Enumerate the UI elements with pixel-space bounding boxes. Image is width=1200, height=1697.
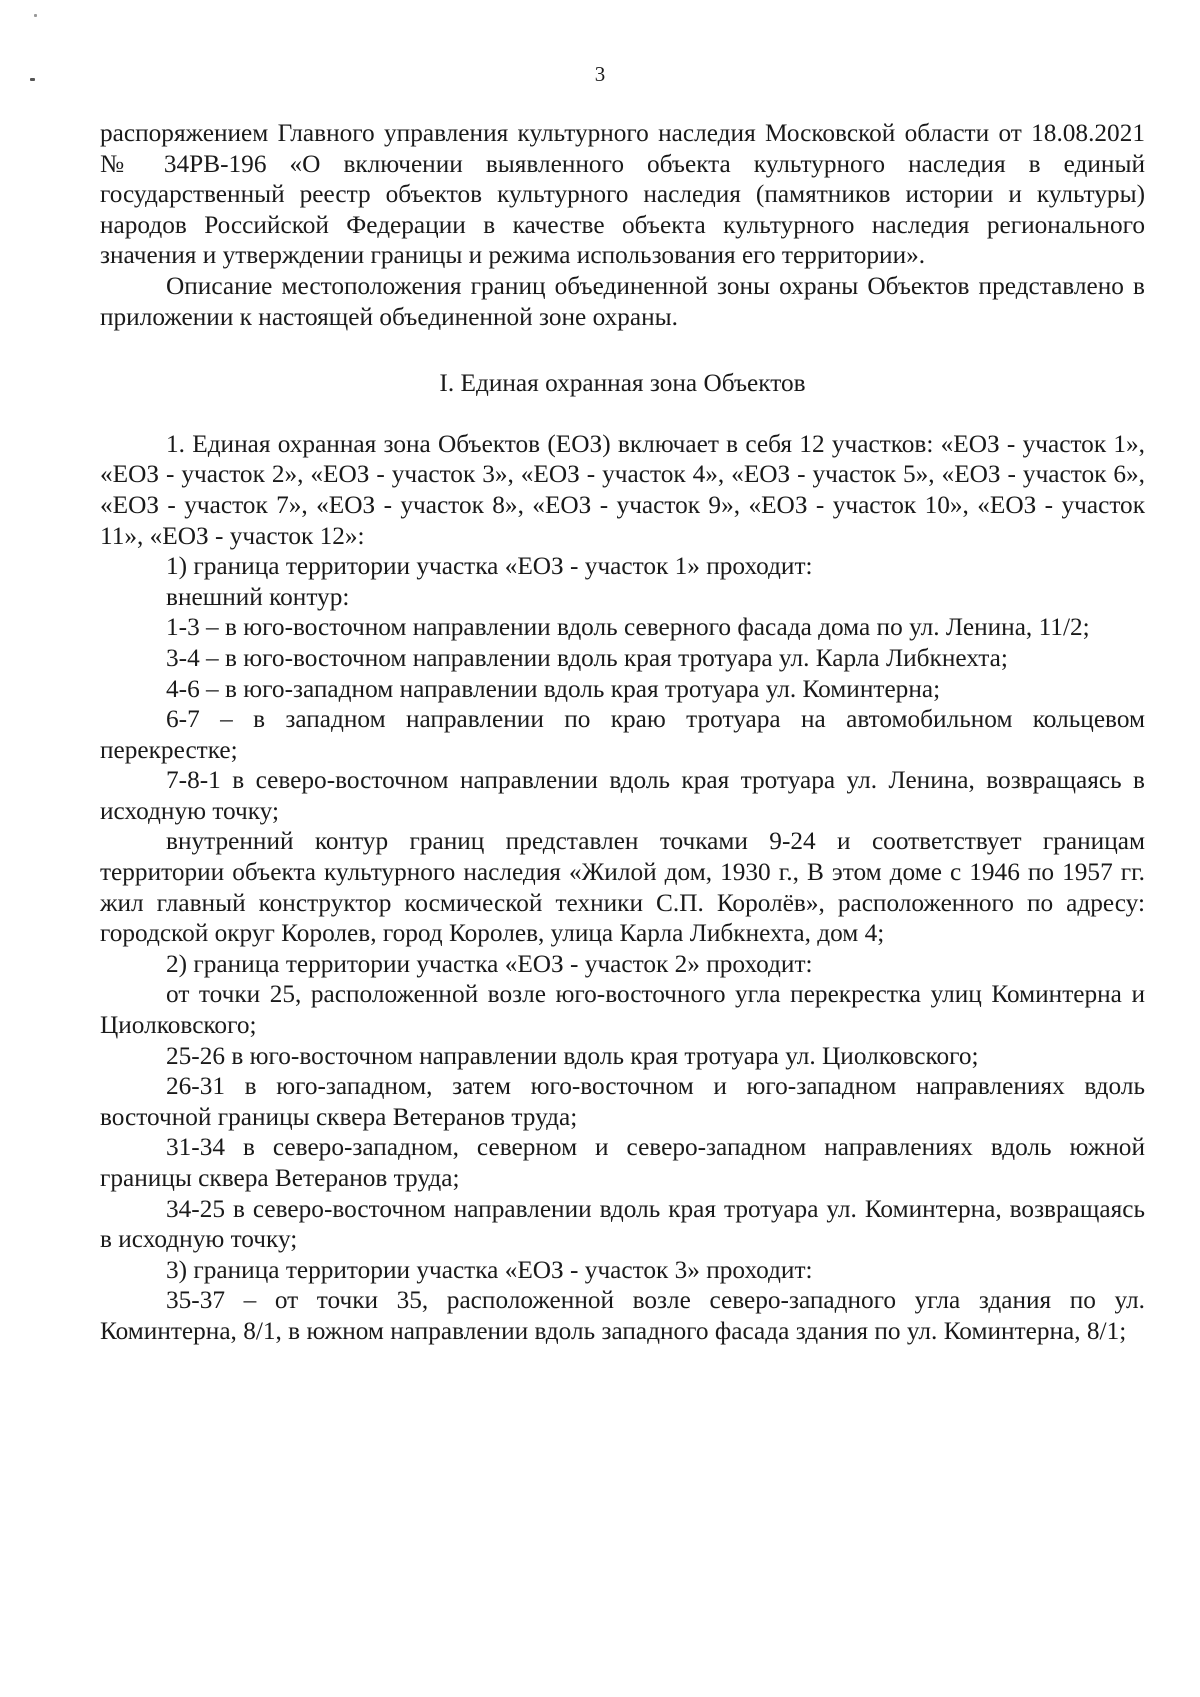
paragraph-subitem: 34-25 в северо-восточном направлении вдоль края тротуара ул. Коминтерна, возвращаясь в исходную точку;: [100, 1194, 1145, 1254]
paragraph-subitem: внешний контур:: [166, 582, 350, 611]
paragraph-subitem: 35-37 – от точки 35, расположенной возле северо-западного угла здания по ул. Коминтерна, 8/1, в южном направлении вдоль западного фасада здания по ул. Коминтерна, 8/1;: [100, 1286, 1145, 1345]
paragraph-subitem: 3) граница территории участка «ЕОЗ - участок 3» проходит:: [166, 1255, 813, 1284]
paragraph-subitem: 1-3 – в юго-восточном направлении вдоль северного фасада дома по ул. Ленина, 11/2;: [166, 613, 1090, 642]
paragraph-subitem: 26-31 в юго-западном, затем юго-восточном и юго-западном направлениях вдоль восточной границы сквера Ветеранов труда;: [100, 1072, 1145, 1131]
page-number: 3: [594, 62, 606, 86]
paragraph-subitem: от точки 25, расположенной возле юго-восточного угла перекрестка улиц Коминтерна и Циолковского;: [100, 980, 1145, 1040]
paragraph-subitem: 4-6 – в юго-западном направлении вдоль края тротуара ул. Коминтерна;: [166, 674, 941, 703]
paragraph-description: Описание местоположения границ объединенной зоны охраны Объектов представлено в приложении к настоящей объединенной зоне охраны.: [100, 271, 1145, 331]
paragraph-subitem: 7-8-1 в северо-восточном направлении вдоль края тротуара ул. Ленина, возвращаясь в исходную точку;: [100, 766, 1145, 825]
paragraph-subitem: 3-4 – в юго-восточном направлении вдоль края тротуара ул. Карла Либкнехта;: [166, 643, 1008, 672]
paragraph-item-1: 1. Единая охранная зона Объектов (ЕОЗ) включает в себя 12 участков: «ЕОЗ - участок 1», «ЕОЗ - участок 2», «ЕОЗ - участок 3», «ЕОЗ - участок 4», «ЕОЗ - участок 5», «ЕОЗ - участок 6», «ЕОЗ - участок 7», «ЕОЗ - участок 8», «ЕОЗ - участок 9», «ЕОЗ - участок 10», «ЕОЗ - участок 11», «ЕОЗ - участок 12»:: [100, 429, 1145, 550]
paragraph-subitem: 1) граница территории участка «ЕОЗ - участок 1» проходит:: [166, 552, 813, 581]
section-heading: I. Единая охранная зона Объектов: [439, 369, 806, 398]
paragraph-subitem: внутренний контур границ представлен точками 9-24 и соответствует границам территории объекта культурного наследия «Жилой дом, 1930 г., В этом доме с 1946 по 1957 гг. жил главный конструктор космической техники С.П. Королёв», расположенного по адресу: городской округ Королев, город Королев, улица Карла Либкнехта, дом 4;: [100, 827, 1145, 948]
paragraph-intro-continuation: распоряжением Главного управления культурного наследия Московской области от 18.08.2021 № 34РВ-196 «О включении выявленного объекта культурного наследия в единый государственный реестр объектов культурного наследия (памятников истории и культуры) народов Российской Федерации в качестве объекта культурного наследия регионального значения и утверждении границы и режима использования его территории».: [100, 119, 1145, 270]
document-body: [100, 118, 1145, 1347]
paragraph-subitem: 6-7 – в западном направлении по краю тротуара на автомобильном кольцевом перекрестке;: [100, 705, 1145, 764]
paragraph-subitem: 2) граница территории участка «ЕОЗ - участок 2» проходит:: [166, 949, 813, 978]
scan-speck: [34, 14, 37, 17]
paragraph-subitem: 31-34 в северо-западном, северном и северо-западном направлениях вдоль южной границы сквера Ветеранов труда;: [100, 1133, 1145, 1192]
paragraph-subitem: 25-26 в юго-восточном направлении вдоль края тротуара ул. Циолковского;: [166, 1041, 979, 1070]
